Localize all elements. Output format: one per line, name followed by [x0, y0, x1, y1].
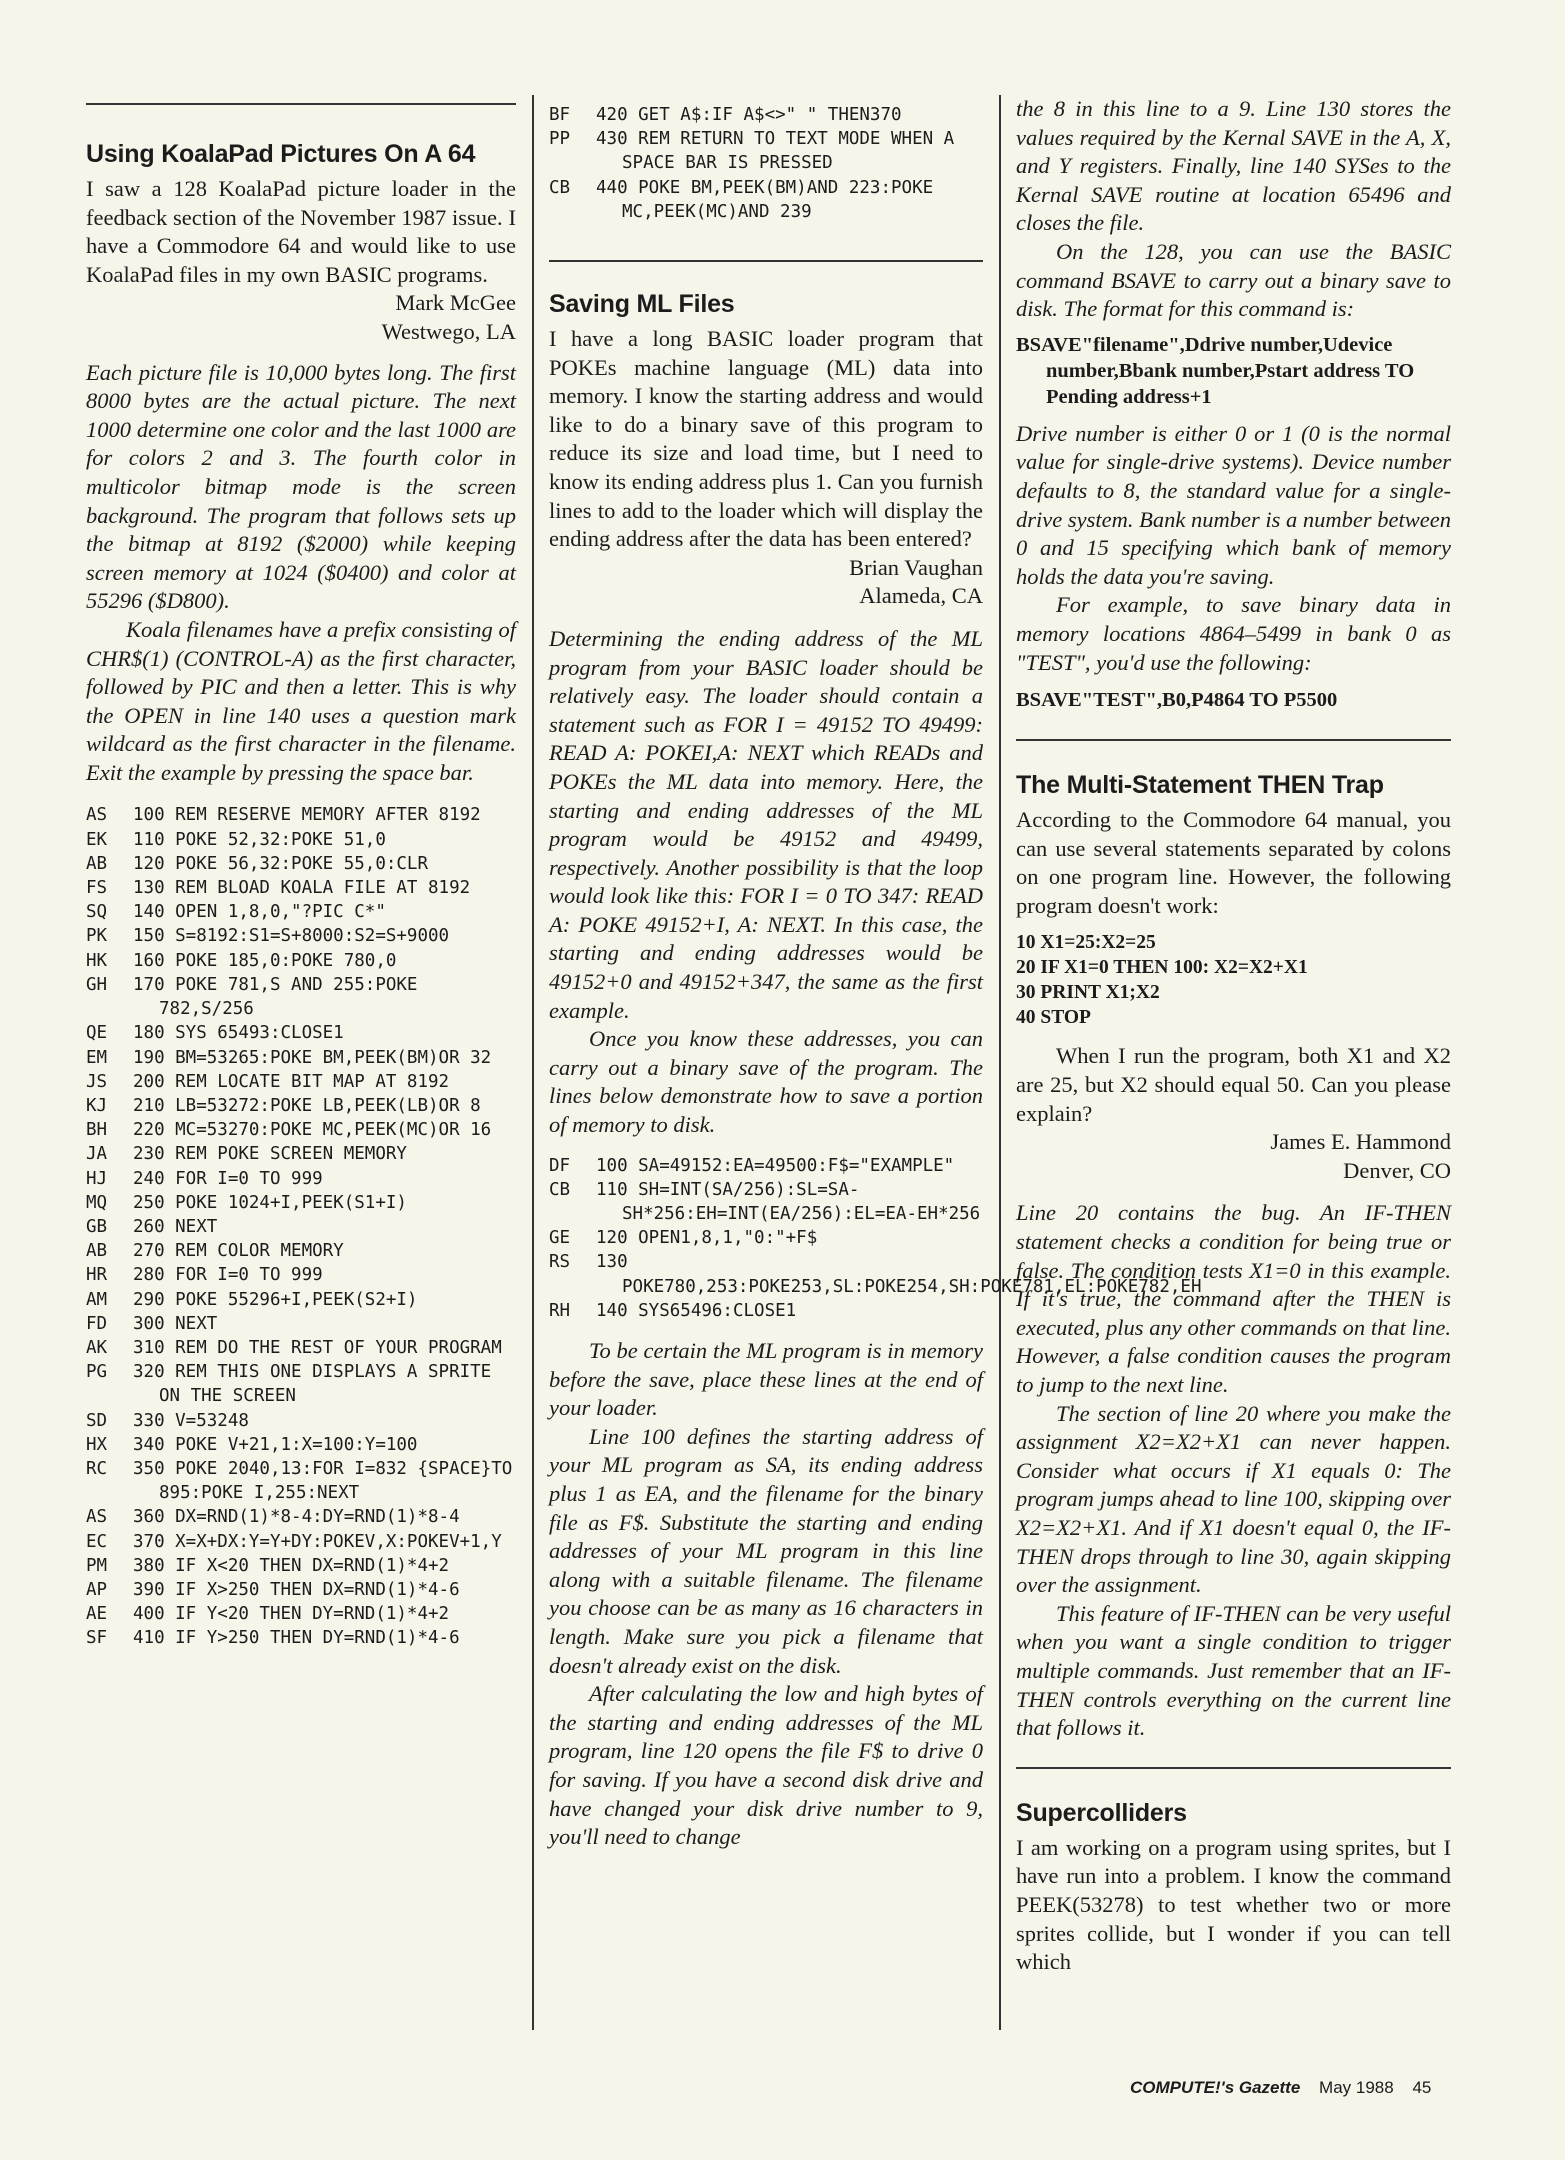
bsave-example: BSAVE"TEST",B0,P4864 TO P5500 — [1016, 689, 1338, 712]
checksum: AP — [86, 1579, 108, 1600]
code-line — [86, 1288, 516, 1312]
code-line — [549, 1178, 983, 1226]
magazine-name: COMPUTE!'s Gazette — [1130, 2078, 1301, 2097]
code-line — [86, 900, 516, 924]
code-line — [86, 1578, 516, 1602]
answer-paragraph: Line 20 contains the bug. An IF-THEN statement checks a condition for being true or false. The condition tests X1=0 in this example. If it's true, the command after the THEN is executed, plus any other commands on that line. However, a false condition causes the program to jump to the next line. — [1016, 1200, 1451, 1397]
bsave-format: BSAVE"filename",Ddrive number,Udevice number,Bbank number,Pstart address TO Pending address+1 — [1016, 333, 1415, 408]
checksum: AS — [86, 1507, 108, 1528]
reader-name: Brian Vaughan — [849, 554, 983, 580]
answer-paragraph: To be certain the ML program is in memory before the save, place these lines at the end of your loader. — [549, 1338, 983, 1421]
code-line — [86, 1239, 516, 1263]
code-text: 110 SH=INT(SA/256):SL=SA-SH*256:EH=INT(EA/256):EL=EA-EH*256 — [596, 1179, 981, 1225]
section-rule — [549, 260, 983, 262]
answer-paragraph: After calculating the low and high bytes of the starting and ending addresses of the ML program, line 120 opens the file F$ to drive 0 for saving. If you have a second disk drive and have changed your disk drive number to 9, you'll need to change — [549, 1681, 983, 1850]
code-text: 120 OPEN1,8,1,"0:"+F$ — [596, 1228, 818, 1249]
code-text: 190 BM=53265:POKE BM,PEEK(BM)OR 32 — [133, 1047, 492, 1068]
column-3 — [1016, 95, 1451, 1977]
code-line — [86, 1505, 516, 1529]
checksum: AS — [86, 805, 108, 826]
code-line — [86, 852, 516, 876]
code-line — [549, 103, 983, 127]
checksum: QE — [86, 1023, 108, 1044]
program-line: 40 STOP — [1016, 1007, 1091, 1029]
code-line — [86, 1142, 516, 1166]
page-number: 45 — [1412, 2078, 1432, 2097]
code-text: 230 REM POKE SCREEN MEMORY — [133, 1144, 407, 1165]
code-text: 380 IF X<20 THEN DX=RND(1)*4+2 — [133, 1555, 450, 1576]
code-text: 110 POKE 52,32:POKE 51,0 — [133, 829, 386, 850]
code-line — [86, 949, 516, 973]
answer-paragraph: Each picture file is 10,000 bytes long. The first 8000 bytes are the actual picture. The next 1000 determine one color and the last 1000 are for colors 2 and 3. The fourth color in multicolor bitmap mode is the screen background. The program that follows sets up the bitmap at 8192 ($2000) while keeping screen memory at 1024 ($0400) and color at 55296 ($D800). — [86, 359, 516, 614]
code-text: 130 POKE780,253:POKE253,SL:POKE254,SH:POKE781,EL:POKE782,EH — [596, 1252, 1202, 1297]
program-listing — [1016, 930, 1451, 1030]
code-line — [86, 1191, 516, 1215]
checksum: CB — [549, 1179, 571, 1200]
checksum: EM — [86, 1047, 108, 1068]
code-text: 440 POKE BM,PEEK(BM)AND 223:POKE MC,PEEK(MC)AND 239 — [596, 177, 944, 222]
code-line — [86, 1312, 516, 1336]
code-text: 280 FOR I=0 TO 999 — [133, 1265, 323, 1286]
code-text: 320 REM THIS ONE DISPLAYS A SPRITE ON THE SCREEN — [133, 1362, 502, 1407]
checksum: AK — [86, 1337, 108, 1358]
checksum: HX — [86, 1434, 108, 1455]
checksum: JA — [86, 1144, 108, 1165]
code-line — [86, 1215, 516, 1239]
checksum: PM — [86, 1555, 108, 1576]
answer-paragraph: Drive number is either 0 or 1 (0 is the normal value for single-drive systems). Device number defaults to 8, the standard value for a single-drive system. Bank number is a number between 0 and 15 specifying which bank of memory holds the data you're saving. — [1016, 420, 1451, 589]
program-listing-continued — [549, 103, 983, 224]
reader-name: James E. Hammond — [1270, 1129, 1451, 1155]
code-line — [86, 876, 516, 900]
column-rule-left — [532, 95, 534, 2030]
code-text: 120 POKE 56,32:POKE 55,0:CLR — [133, 853, 429, 874]
code-line — [86, 1626, 516, 1650]
checksum: GB — [86, 1216, 108, 1237]
program-listing — [86, 803, 523, 1650]
checksum: GE — [549, 1228, 571, 1249]
checksum: EK — [86, 829, 108, 850]
checksum: DF — [549, 1155, 571, 1176]
checksum: MQ — [86, 1192, 108, 1213]
code-text: 150 S=8192:S1=S+8000:S2=S+9000 — [133, 926, 450, 947]
code-text: 220 MC=53270:POKE MC,PEEK(MC)OR 16 — [133, 1120, 492, 1141]
code-line — [86, 1360, 516, 1408]
answer-paragraph: For example, to save binary data in memory locations 4864–5499 in bank 0 as "TEST", you'd use the following: — [1016, 592, 1451, 675]
checksum: GH — [86, 974, 108, 995]
answer-paragraph: This feature of IF-THEN can be very useful when you want a single condition to trigger multiple commands. Just remember that an IF-THEN controls everything on the current line that follows it. — [1016, 1600, 1451, 1741]
code-text: 370 X=X+DX:Y=Y+DY:POKEV,X:POKEV+1,Y — [133, 1531, 502, 1552]
code-line — [86, 803, 516, 827]
program-line: 10 X1=25:X2=25 — [1016, 932, 1156, 954]
code-text: 130 REM BLOAD KOALA FILE AT 8192 — [133, 878, 471, 899]
code-line — [86, 1118, 516, 1142]
checksum: CB — [549, 177, 571, 198]
code-text: 300 NEXT — [133, 1313, 218, 1334]
reader-question: According to the Commodore 64 manual, you can use several statements separated by colons on one program line. However, the following program doesn't work: — [1016, 807, 1451, 918]
code-text: 390 IF X>250 THEN DX=RND(1)*4-6 — [133, 1579, 460, 1600]
answer-paragraph: Line 100 defines the starting address of your ML program as SA, its ending address plus 1 as EA, and the filename for the binary file as F$. Substitute the starting and ending addresses of your ML program in this line along with a suitable filename. The filename you choose can be as many as 16 characters in length. Make sure you pick a filename that doesn't already exist on the disk. — [549, 1423, 983, 1678]
checksum: FS — [86, 878, 108, 899]
answer-paragraph: Determining the ending address of the ML program from your BASIC loader should be relatively easy. The loader should contain a statement such as FOR I = 49152 TO 49499: READ A: POKEI,A: NEXT which READs and POKEs the ML data into memory. Here, the starting and ending addresses of the ML program would be 49152 and 49499, respectively. Another possibility is that the loop would look like this: FOR I = 0 TO 347: READ A: POKE 49152+I, A: NEXT. In this case, the starting and ending addresses would be 49152+0 and 49152+347, the same as the first example. — [549, 625, 983, 1023]
code-text: 100 REM RESERVE MEMORY AFTER 8192 — [133, 805, 481, 826]
code-text: 330 V=53248 — [133, 1410, 249, 1431]
code-line — [86, 973, 516, 1021]
code-line — [86, 1094, 516, 1118]
reader-location: Westwego, LA — [381, 318, 516, 344]
checksum: RC — [86, 1458, 108, 1479]
program-line: 20 IF X1=0 THEN 100: X2=X2+X1 — [1016, 957, 1308, 979]
reader-name: Mark McGee — [395, 290, 516, 316]
code-text: 340 POKE V+21,1:X=100:Y=100 — [133, 1434, 418, 1455]
answer-paragraph: Once you know these addresses, you can carry out a binary save of the program. The lines below demonstrate how to save a portion of memory to disk. — [549, 1026, 983, 1138]
page-footer — [1130, 2078, 1445, 2098]
checksum: HR — [86, 1265, 108, 1286]
checksum: SF — [86, 1628, 108, 1649]
code-text: 430 REM RETURN TO TEXT MODE WHEN A SPACE BAR IS PRESSED — [596, 129, 965, 174]
code-text: 270 REM COLOR MEMORY — [133, 1241, 344, 1262]
code-line — [549, 1226, 983, 1250]
code-line — [549, 127, 983, 175]
code-line — [86, 924, 516, 948]
answer-paragraph: The section of line 20 where you make the assignment X2=X2+X1 can never happen. Consider what occurs if X1 equals 0: The program jumps ahead to line 100, skipping over X2=X2+X1. And if X1 doesn't equal 0, the IF-THEN drops through to line 30, again skipping over the assignment. — [1016, 1400, 1451, 1598]
code-text: 200 REM LOCATE BIT MAP AT 8192 — [133, 1071, 450, 1092]
code-text: 400 IF Y<20 THEN DY=RND(1)*4+2 — [133, 1604, 450, 1625]
code-line — [86, 1530, 516, 1554]
code-line — [86, 828, 516, 852]
program-listing — [549, 1154, 1202, 1323]
reader-location: Alameda, CA — [859, 583, 983, 609]
checksum: HK — [86, 950, 108, 971]
code-text: 140 SYS65496:CLOSE1 — [596, 1300, 797, 1321]
code-text: 410 IF Y>250 THEN DY=RND(1)*4-6 — [133, 1628, 460, 1649]
answer-paragraph: the 8 in this line to a 9. Line 130 stores the values required by the Kernal SAVE in the A, X, and Y registers. Finally, line 140 SYSes to the Kernal SAVE routine at location 65496 and closes the file. — [1016, 96, 1451, 236]
section-heading-then-trap: The Multi-Statement THEN Trap — [1016, 771, 1384, 800]
code-text: 360 DX=RND(1)*8-4:DY=RND(1)*8-4 — [133, 1507, 460, 1528]
section-heading-supercolliders: Supercolliders — [1016, 1798, 1187, 1827]
checksum: EC — [86, 1531, 108, 1552]
section-rule — [1016, 1767, 1451, 1769]
checksum: SD — [86, 1410, 108, 1431]
reader-question: I am working on a program using sprites, but I have run into a problem. I know the command PEEK(53278) to test whether two or more sprites collide, but I wonder if you can tell which — [1016, 1834, 1451, 1975]
checksum: JS — [86, 1071, 108, 1092]
code-text: 350 POKE 2040,13:FOR I=832 {SPACE}TO 895:POKE I,255:NEXT — [133, 1458, 523, 1504]
program-line: 30 PRINT X1;X2 — [1016, 982, 1160, 1004]
checksum: AB — [86, 1241, 108, 1262]
checksum: FD — [86, 1313, 108, 1334]
checksum: BH — [86, 1120, 108, 1141]
column-1 — [86, 95, 523, 1651]
code-line — [549, 1299, 983, 1323]
issue-date: May 1988 — [1319, 2078, 1394, 2097]
code-text: 250 POKE 1024+I,PEEK(S1+I) — [133, 1192, 407, 1213]
code-text: 140 OPEN 1,8,0,"?PIC C*" — [133, 902, 386, 923]
checksum: AB — [86, 853, 108, 874]
checksum: PG — [86, 1362, 108, 1383]
code-text: 160 POKE 185,0:POKE 780,0 — [133, 950, 397, 971]
checksum: BF — [549, 105, 571, 125]
column-rule-right — [999, 95, 1001, 2030]
section-rule — [1016, 739, 1451, 741]
code-text: 420 GET A$:IF A$<>" " THEN370 — [596, 105, 902, 125]
code-text: 180 SYS 65493:CLOSE1 — [133, 1023, 344, 1044]
code-line — [86, 1457, 523, 1505]
checksum: SQ — [86, 902, 108, 923]
answer-paragraph: Koala filenames have a prefix consisting of CHR$(1) (CONTROL-A) as the first character, followed by PIC and then a letter. This is why the OPEN in line 140 uses a question mark wildcard as the first character in the filename. Exit the example by pressing the space bar. — [86, 616, 516, 785]
code-text: 290 POKE 55296+I,PEEK(S2+I) — [133, 1289, 418, 1310]
checksum: AM — [86, 1289, 108, 1310]
section-rule — [86, 103, 516, 105]
answer-paragraph: On the 128, you can use the BASIC command BSAVE to carry out a binary save to disk. The format for this command is: — [1016, 238, 1451, 322]
checksum: AE — [86, 1604, 108, 1625]
code-line — [86, 1021, 516, 1045]
code-line — [86, 1409, 516, 1433]
section-heading-saving-ml: Saving ML Files — [549, 290, 735, 319]
code-line — [86, 1602, 516, 1626]
checksum: RH — [549, 1300, 571, 1321]
section-heading-koalapad: Using KoalaPad Pictures On A 64 — [86, 140, 476, 168]
reader-question: When I run the program, both X1 and X2 are 25, but X2 should equal 50. Can you please explain? — [1016, 1043, 1451, 1126]
code-text: 170 POKE 781,S AND 255:POKE 782,S/256 — [133, 974, 429, 1020]
checksum: PP — [549, 129, 571, 150]
reader-location: Denver, CO — [1343, 1157, 1451, 1183]
code-line — [86, 1167, 516, 1191]
code-text: 310 REM DO THE REST OF YOUR PROGRAM — [133, 1337, 502, 1358]
code-text: 210 LB=53272:POKE LB,PEEK(LB)OR 8 — [133, 1095, 481, 1116]
reader-question: I have a long BASIC loader program that POKEs machine language (ML) data into memory. I know the starting address and would like to do a binary save of this program to reduce its size and load time, but I need to know its ending address plus 1. Can you furnish lines to add to the loader which will display the ending address after the data has been entered? — [549, 326, 983, 552]
checksum: RS — [549, 1252, 571, 1273]
code-line — [86, 1554, 516, 1578]
checksum: KJ — [86, 1095, 108, 1116]
code-text: 240 FOR I=0 TO 999 — [133, 1168, 323, 1189]
code-line — [86, 1336, 516, 1360]
checksum: HJ — [86, 1168, 108, 1189]
code-line — [86, 1433, 516, 1457]
code-line — [549, 1154, 983, 1178]
code-text: 100 SA=49152:EA=49500:F$="EXAMPLE" — [596, 1155, 955, 1176]
checksum: PK — [86, 926, 108, 947]
code-line — [549, 176, 983, 224]
code-line — [86, 1263, 516, 1287]
code-line — [86, 1046, 516, 1070]
code-line — [86, 1070, 516, 1094]
reader-question: I saw a 128 KoalaPad picture loader in the feedback section of the November 1987 issue. I have a Commodore 64 and would like to use KoalaPad files in my own BASIC programs. — [86, 176, 516, 287]
code-text: 260 NEXT — [133, 1216, 218, 1237]
code-line — [549, 1250, 1202, 1298]
